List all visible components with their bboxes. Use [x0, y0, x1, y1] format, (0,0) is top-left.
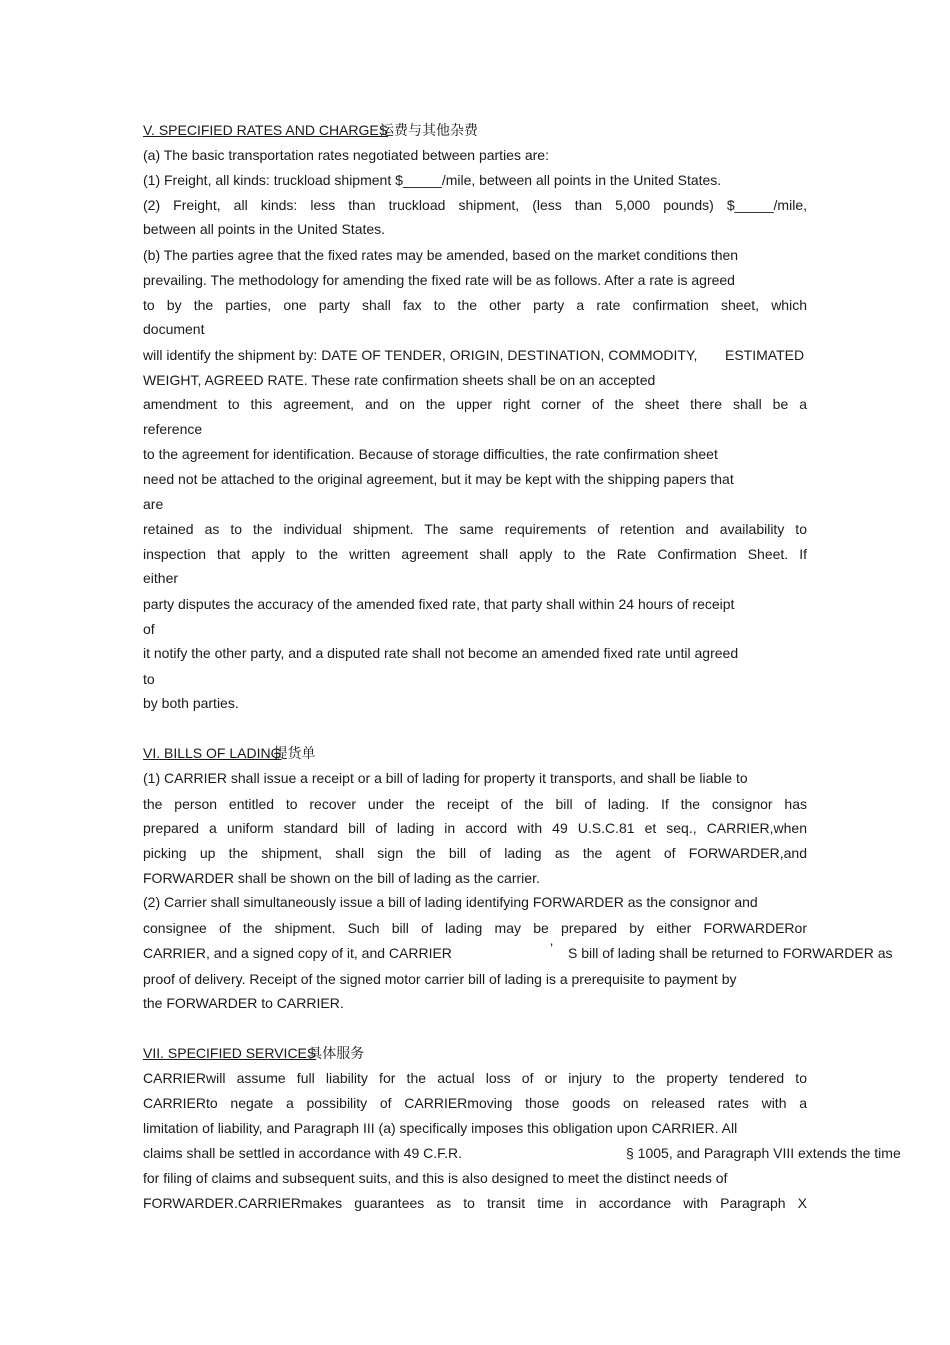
paragraph-line: document [143, 321, 205, 337]
paragraph-line: consignee of the shipment. Such bill of lading may be prepared by either FORWARDERor [143, 920, 807, 936]
paragraph-line: WEIGHT, AGREED RATE. These rate confirmation sheets shall be on an accepted [143, 372, 656, 388]
section-vii-heading: VII. SPECIFIED SERVICES具体服务 [143, 1045, 365, 1061]
paragraph-line: FORWARDER.CARRIERmakes guarantees as to transit time in accordance with Paragraph X [143, 1195, 807, 1211]
paragraph-line: to by the parties, one party shall fax to the other party a rate confirmation sheet, which [143, 297, 807, 313]
paragraph-line: to the agreement for identification. Because of storage difficulties, the rate confirmation sheet [143, 446, 718, 462]
paragraph-line: are [143, 496, 164, 512]
paragraph-line: the FORWARDER to CARRIER. [143, 995, 344, 1011]
bill-of-lading-tail: S bill of lading shall be returned to FORWARDER as [568, 945, 893, 961]
paragraph-line: (2) Carrier shall simultaneously issue a bill of lading identifying FORWARDER as the consignor and [143, 894, 758, 910]
section-v-heading: V. SPECIFIED RATES AND CHARGES运费与其他杂费 [143, 122, 479, 138]
paragraph-line: prevailing. The methodology for amending the fixed rate will be as follows. After a rate is agreed [143, 272, 735, 288]
paragraph-line: by both parties. [143, 695, 239, 711]
paragraph-line: (1) CARRIER shall issue a receipt or a bill of lading for property it transports, and shall be liable to [143, 770, 748, 786]
section-vii-heading-cn: 具体服务 [308, 1045, 365, 1061]
paragraph-line: reference [143, 421, 203, 437]
paragraph-line: for filing of claims and subsequent suits, and this is also designed to meet the distinct needs of [143, 1170, 728, 1186]
paragraph-line: FORWARDER shall be shown on the bill of lading as the carrier. [143, 870, 540, 886]
paragraph-line: proof of delivery. Receipt of the signed motor carrier bill of lading is a prerequisite to payment by [143, 971, 737, 987]
paragraph-line: of [143, 621, 155, 637]
paragraph-line: prepared a uniform standard bill of lading in accord with 49 U.S.C.81 et seq., CARRIER,when [143, 820, 807, 836]
paragraph-line: inspection that apply to the written agreement shall apply to the Rate Confirmation Sheet. If [143, 546, 807, 562]
paragraph-line: CARRIERwill assume full liability for the actual loss of or injury to the property tendered to [143, 1070, 807, 1086]
paragraph-line: between all points in the United States. [143, 221, 386, 237]
paragraph-line: will identify the shipment by: DATE OF TENDER, ORIGIN, DESTINATION, COMMODITY, [143, 347, 698, 363]
section-v-heading-cn: 运费与其他杂费 [380, 122, 479, 138]
paragraph-line: limitation of liability, and Paragraph III (a) specifically imposes this obligation upon CARRIER. All [143, 1120, 738, 1136]
paragraph-line: the person entitled to recover under the receipt of the bill of lading. If the consignor has [143, 796, 807, 812]
cfr-section-tail: § 1005, and Paragraph VIII extends the time [626, 1145, 901, 1161]
apostrophe-mark: ’ [550, 940, 554, 956]
paragraph-line: to [143, 671, 155, 687]
paragraph-line: retained as to the individual shipment. The same requirements of retention and availability to [143, 521, 807, 537]
paragraph-line: amendment to this agreement, and on the upper right corner of the sheet there shall be a [143, 396, 807, 412]
paragraph-line: party disputes the accuracy of the amended fixed rate, that party shall within 24 hours of receipt [143, 596, 735, 612]
paragraph-line: claims shall be settled in accordance with 49 C.F.R. [143, 1145, 463, 1161]
paragraph-line: need not be attached to the original agreement, but it may be kept with the shipping papers that [143, 471, 734, 487]
paragraph-line: (1) Freight, all kinds: truckload shipment $_____/mile, between all points in the United States. [143, 172, 722, 188]
paragraph-line: CARRIER, and a signed copy of it, and CARRIER [143, 945, 452, 961]
estimated-overflow-word: ESTIMATED [725, 347, 805, 363]
section-vi-heading-cn: 提货单 [273, 745, 316, 761]
section-vi-heading: VI. BILLS OF LADING提货单 [143, 745, 316, 761]
paragraph-line: either [143, 570, 179, 586]
paragraph-line: it notify the other party, and a disputed rate shall not become an amended fixed rate until agreed [143, 645, 739, 661]
paragraph-line: (b) The parties agree that the fixed rates may be amended, based on the market conditions then [143, 247, 739, 263]
paragraph-line: (2) Freight, all kinds: less than truckload shipment, (less than 5,000 pounds) $_____/mile, [143, 197, 807, 213]
paragraph-line: CARRIERto negate a possibility of CARRIERmoving those goods on released rates with a [143, 1095, 807, 1111]
paragraph-line: (a) The basic transportation rates negotiated between parties are: [143, 147, 549, 163]
paragraph-line: picking up the shipment, shall sign the bill of lading as the agent of FORWARDER,and [143, 845, 807, 861]
